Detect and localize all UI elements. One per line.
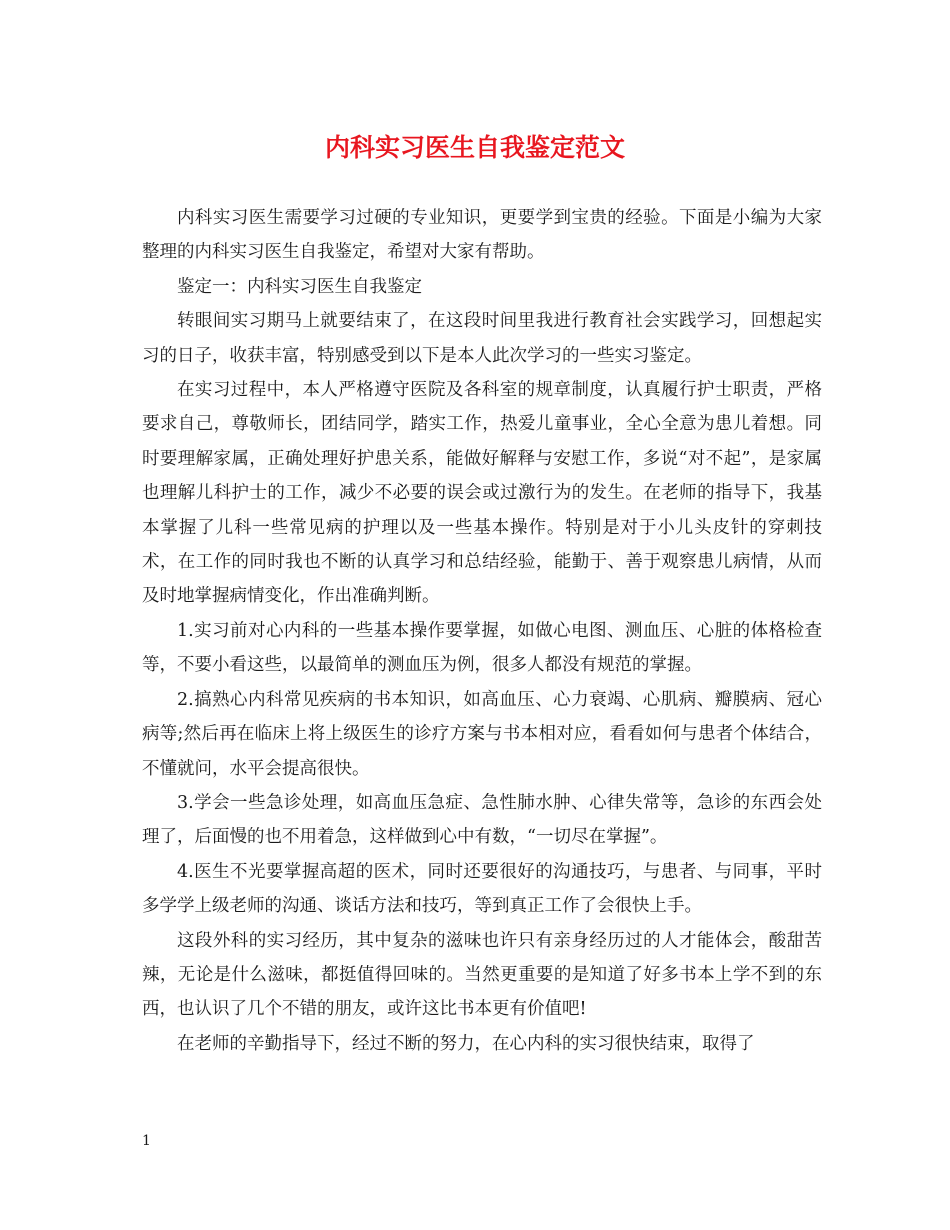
- paragraph: 在实习过程中，本人严格遵守医院及各科室的规章制度，认真履行护士职责，严格要求自己，尊敬师长，团结同学，踏实工作，热爱儿童事业，全心全意为患儿着想。同时要理解家属，正确处理好护患关系，能做好解释与安慰工作，多说“对不起”，是家属也理解儿科护士的工作，减少不必要的误会或过激行为的发生。在老师的指导下，我基本掌握了儿科一些常见病的护理以及一些基本操作。特别是对于小儿头皮针的穿刺技术，在工作的同时我也不断的认真学习和总结经验，能勤于、善于观察患儿病情，从而及时地掌握病情变化，作出准确判断。: [142, 380, 822, 607]
- paragraph: 在老师的辛勤指导下，经过不断的努力，在心内科的实习很快结束，取得了: [177, 1033, 755, 1054]
- paragraph-item-2: 2.搞熟心内科常见疾病的书本知识，如高血压、心力衰竭、心肌病、瓣膜病、冠心病等;然后再在临床上将上级医生的诊疗方案与书本相对应，看看如何与患者个体结合，不懂就问，水平会提高很快。: [142, 689, 822, 779]
- paragraph: 这段外科的实习经历，其中复杂的滋味也许只有亲身经历过的人才能体会，酸甜苦辣，无论是什么滋味，都挺值得回味的。当然更重要的是知道了好多书本上学不到的东西，也认识了几个不错的朋友，或许这比书本更有价值吧!: [142, 930, 822, 1020]
- page-number: 1: [142, 1133, 151, 1149]
- paragraph-item-3: 3.学会一些急诊处理，如高血压急症、急性肺水肿、心律失常等，急诊的东西会处理了，后面慢的也不用着急，这样做到心中有数，“一切尽在掌握”。: [142, 792, 822, 848]
- paragraph-item-4: 4.医生不光要掌握高超的医术，同时还要很好的沟通技巧，与患者、与同事，平时多学学上级老师的沟通、谈话方法和技巧，等到真正工作了会很快上手。: [142, 861, 822, 917]
- paragraph-intro: 内科实习医生需要学习过硬的专业知识，更要学到宝贵的经验。下面是小编为大家整理的内科实习医生自我鉴定，希望对大家有帮助。: [142, 208, 822, 263]
- document-body: [142, 201, 822, 1061]
- paragraph-item-1: 1.实习前对心内科的一些基本操作要掌握，如做心电图、测血压、心脏的体格检查等，不要小看这些，以最简单的测血压为例，很多人都没有规范的掌握。: [142, 620, 822, 676]
- paragraph-section-heading: 鉴定一：内科实习医生自我鉴定: [177, 276, 422, 297]
- paragraph: 转眼间实习期马上就要结束了，在这段时间里我进行教育社会实践学习，回想起实习的日子，收获丰富，特别感受到以下是本人此次学习的一些实习鉴定。: [142, 311, 822, 366]
- document-title: 内科实习医生自我鉴定范文: [324, 133, 625, 162]
